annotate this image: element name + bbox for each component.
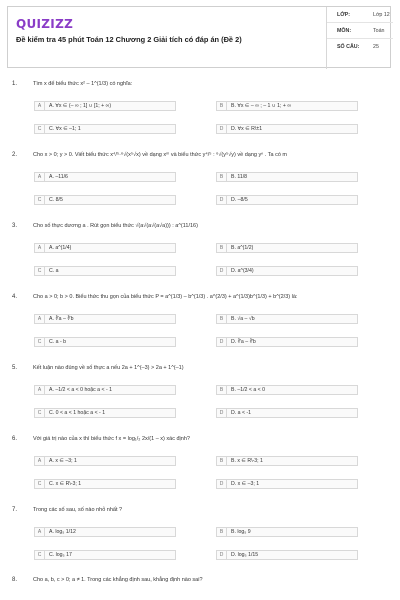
option-letter: B	[217, 528, 227, 536]
question-number: 6.	[12, 436, 18, 442]
option-letter: B	[217, 315, 227, 323]
option-letter: A	[35, 457, 45, 465]
option-text: A. ∛a – ∛b	[49, 316, 74, 322]
option-text: B. √a – √b	[231, 316, 255, 322]
option-b[interactable]	[216, 243, 358, 253]
option-a[interactable]	[34, 314, 176, 324]
option-text: D. ∛a – ∛b	[231, 339, 256, 345]
option-letter: D	[217, 480, 227, 488]
option-b[interactable]	[216, 527, 358, 537]
option-text: B. ∀x ∈ – ∞ ; – 1 ∪ 1; + ∞	[231, 103, 292, 109]
option-letter: D	[217, 551, 227, 559]
option-b[interactable]	[216, 172, 358, 182]
option-text: A. x ∈ –3; 1	[49, 458, 77, 464]
option-d[interactable]	[216, 266, 358, 276]
document-header	[7, 6, 391, 68]
option-text: A. a^(1/4)	[49, 245, 72, 251]
option-letter: B	[217, 244, 227, 252]
option-text: A. log₅ 1/12	[49, 529, 76, 535]
option-d[interactable]	[216, 337, 358, 347]
option-text: D. log₅ 1/15	[231, 552, 259, 558]
option-letter: B	[217, 457, 227, 465]
option-a[interactable]	[34, 527, 176, 537]
meta-value: Lớp 12	[373, 12, 390, 18]
option-c[interactable]	[34, 195, 176, 205]
question-text: Cho a > 0; b > 0. Biểu thức thu gọn của biểu thức P = a^(1/3) – b^(1/3) . a^(2/3) + a^(1/3)b^(1/3) + b^(2/3) là:	[33, 294, 298, 300]
question-number: 5.	[12, 365, 18, 371]
option-a[interactable]	[34, 172, 176, 182]
meta-row-subject	[327, 23, 393, 39]
option-d[interactable]	[216, 195, 358, 205]
meta-label: LỚP:	[337, 12, 351, 18]
option-c[interactable]	[34, 408, 176, 418]
document-title: Đề kiểm tra 45 phút Toán 12 Chương 2 Giải tích có đáp án (Đề 2)	[16, 35, 242, 44]
meta-row-count	[327, 39, 393, 54]
option-d[interactable]	[216, 408, 358, 418]
option-letter: C	[35, 338, 45, 346]
question-number: 1.	[12, 81, 18, 87]
option-text: B. 11/8	[231, 174, 248, 180]
option-text: D. –8/5	[231, 197, 248, 203]
option-b[interactable]	[216, 385, 358, 395]
option-text: A. –1/2 < a < 0 hoặc a < - 1	[49, 387, 113, 393]
option-b[interactable]	[216, 314, 358, 324]
option-text: B. log₅ 9	[231, 529, 251, 535]
option-text: D. a < -1	[231, 410, 252, 416]
question-text: Cho a, b, c > 0; a ≠ 1. Trong các khẳng định sau, khẳng định nào sai?	[33, 577, 203, 583]
question-number: 2.	[12, 152, 18, 158]
option-c[interactable]	[34, 337, 176, 347]
option-letter: C	[35, 409, 45, 417]
option-text: C. x ∈ R\-3; 1	[49, 481, 82, 487]
option-letter: D	[217, 338, 227, 346]
option-letter: C	[35, 480, 45, 488]
question-number: 7.	[12, 507, 18, 513]
option-letter: C	[35, 551, 45, 559]
option-text: B. –1/2 < a < 0	[231, 387, 266, 393]
question-text: Cho x > 0; y > 0. Viết biểu thức x⁴/⁵·⁶√(x⁵√x) về dạng xᵐ và biểu thức y⁴/⁵ : ⁶√(y⁵√y) về dạng yⁿ . Ta có m	[33, 152, 288, 158]
question-text: Kết luận nào đúng về số thực a nếu 2a + 1^(–3) > 2a + 1^(–1)	[33, 365, 184, 371]
option-letter: A	[35, 102, 45, 110]
option-letter: A	[35, 528, 45, 536]
meta-value: Toán	[373, 28, 385, 34]
meta-label: SỐ CÂU:	[337, 44, 360, 50]
option-c[interactable]	[34, 266, 176, 276]
option-a[interactable]	[34, 385, 176, 395]
quizizz-logo: QUIZIZZ	[16, 17, 74, 31]
option-letter: A	[35, 386, 45, 394]
option-a[interactable]	[34, 243, 176, 253]
question-text: Trong các số sau, số nào nhỏ nhất ?	[33, 507, 123, 513]
option-b[interactable]	[216, 456, 358, 466]
option-text: C. ∀x ∈ –1; 1	[49, 126, 81, 132]
option-c[interactable]	[34, 550, 176, 560]
option-text: D. ∀x ∈ R\±1	[231, 126, 263, 132]
option-b[interactable]	[216, 101, 358, 111]
option-letter: C	[35, 196, 45, 204]
option-text: D. a^(3/4)	[231, 268, 254, 274]
option-letter: D	[217, 125, 227, 133]
meta-row-class	[327, 7, 393, 23]
option-letter: D	[217, 409, 227, 417]
option-letter: A	[35, 315, 45, 323]
question-number: 4.	[12, 294, 18, 300]
option-letter: C	[35, 125, 45, 133]
meta-label: MÔN:	[337, 28, 352, 34]
option-letter: D	[217, 267, 227, 275]
option-text: D. x ∈ –3; 1	[231, 481, 260, 487]
question-number: 8.	[12, 577, 18, 583]
question-text: Với giá trị nào của x thì biểu thức f x = log₁/₂ 2x/(1 – x) xác định?	[33, 436, 190, 442]
option-letter: A	[35, 244, 45, 252]
option-text: C. 8/5	[49, 197, 63, 203]
question-text: Cho số thực dương a . Rút gọn biểu thức √(a√(a√(a√a))) : a^(11/16)	[33, 223, 198, 229]
option-text: C. 0 < a < 1 hoặc a < - 1	[49, 410, 106, 416]
meta-value: 25	[373, 44, 379, 50]
option-a[interactable]	[34, 101, 176, 111]
option-letter: B	[217, 102, 227, 110]
option-d[interactable]	[216, 550, 358, 560]
option-c[interactable]	[34, 479, 176, 489]
option-text: C. log₅ 17	[49, 552, 72, 558]
option-text: B. x ∈ R\-3; 1	[231, 458, 263, 464]
question-text: Tìm x để biểu thức x² – 1^(1/3) có nghĩa:	[33, 81, 133, 87]
option-letter: A	[35, 173, 45, 181]
option-c[interactable]	[34, 124, 176, 134]
option-letter: D	[217, 196, 227, 204]
option-text: C. a	[49, 268, 59, 274]
option-text: A. –11/6	[49, 174, 68, 180]
option-letter: B	[217, 386, 227, 394]
option-text: C. a - b	[49, 339, 67, 345]
meta-table	[326, 7, 393, 69]
option-d[interactable]	[216, 124, 358, 134]
option-text: A. ∀x ∈ (– ∞ ; 1] ∪ [1; + ∞)	[49, 103, 112, 109]
option-d[interactable]	[216, 479, 358, 489]
option-text: B. a^(1/2)	[231, 245, 254, 251]
option-letter: B	[217, 173, 227, 181]
question-number: 3.	[12, 223, 18, 229]
option-a[interactable]	[34, 456, 176, 466]
option-letter: C	[35, 267, 45, 275]
